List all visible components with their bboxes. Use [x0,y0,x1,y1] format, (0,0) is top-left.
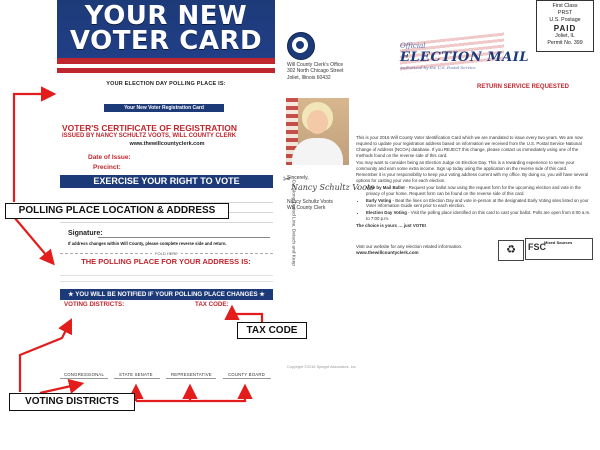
voting-districts-label: VOTING DISTRICTS: [64,301,125,308]
cut-instruction: Cut Along Dotted Line, Detach and Keep [290,179,296,266]
arrow-districts-up [20,322,70,392]
precinct-label: Precinct: [93,164,121,171]
date-of-issue-label: Date of Issue: [88,154,131,161]
annotation-polling-place: POLLING PLACE LOCATION & ADDRESS [5,203,229,219]
arrow-polling-up [14,94,52,202]
official-election-mail-logo: Official ELECTION MAIL Authorized by the U.S. Postal Service [400,42,529,70]
district-state-senate: STATE SENATE [119,372,153,377]
clerk-photo [286,98,349,165]
county-seal-core [296,41,304,49]
polling-place-title: THE POLLING PLACE FOR YOUR ADDRESS IS: [81,257,251,266]
arrow-districts-3 [136,388,190,401]
arrow-districts-4 [190,388,245,401]
annotation-voting-districts: VOTING DISTRICTS [9,393,135,411]
scissors-icon: ✂ [283,174,291,184]
district-congressional: CONGRESSIONAL [64,372,105,377]
tax-code-label: TAX CODE: [195,301,229,308]
signer-block: Nancy Schultz Voots Will County Clerk [287,199,333,212]
recycle-icon: ♻ [498,240,524,261]
voting-option-item: • Election Day Voting - Visit the polling place identified on this card to cast your ballot. Polls are open from 6:00 a.m. to 7:00 p.m. [366,210,592,222]
arrow-taxcode [232,309,262,322]
voting-option-item: • Vote by Mail Ballot - Request your ballot now using the request form for the upcoming election and vote in the privacy of your home. Request form can be found on the reverse side of this card. [366,185,592,197]
return-service-requested: RETURN SERVICE REQUESTED [477,84,569,90]
fsc-logo: FSC [528,242,546,252]
card-title: YOUR NEW VOTER CARD [69,1,263,56]
copyright-notice: Copyright ©2016 Spiegel Associates, Inc. [287,365,357,369]
letter-paragraph: Remember it is your responsibility to keep your voting address current with my office. By doing so, you will have several options for casting your vote for each election. [356,172,588,184]
card-website: www.thewillcountyclerk.com [129,141,205,147]
annotation-tax-code: TAX CODE [237,322,307,339]
district-representative: REPRESENTATIVE [171,372,212,377]
fold-here-label: FOLD HERE [60,251,273,256]
fsc-mixed-sources-badge: Mixed Sources [525,238,593,260]
letter-paragraph: You may want to consider being an Election Judge on Election Day. This is a rewarding experience to serve your community and earn some extra income. Sign up today using the application on the reverse side of this card. [356,159,575,171]
exercise-banner: EXERCISE YOUR RIGHT TO VOTE [60,175,273,188]
website-link[interactable]: www.thewillcountyclerk.com [356,250,419,255]
signature-label: Signature: [68,230,103,237]
certificate-title: VOTER'S CERTIFICATE OF REGISTRATION [62,123,238,133]
clerk-office-address: Will County Clerk's Office 302 North Chicago Street Joliet, Illinois 60432 [287,62,344,81]
clerk-signature: Nancy Schultz Voots [291,183,375,192]
arrow-polling-down [14,217,52,262]
address-change-note: If address changes within Will County, please complete reverse side and return. [68,241,227,246]
polling-change-banner: ★ YOU WILL BE NOTIFIED IF YOUR POLLING PLACE CHANGES ★ [60,289,273,300]
postage-indicia: First Class PRST U.S. Postage PAID Joliet, IL Permit No. 399 [536,0,594,52]
letter-closing: The choice is yours … just VOTE! [356,222,427,228]
arrow-districts-1 [40,384,80,393]
polling-place-header: YOUR ELECTION DAY POLLING PLACE IS: [106,81,226,87]
website-visit: Visit our website for any election related information. www.thewillcountyclerk.com [356,244,463,255]
sincerely-label: Sincerely, [287,175,309,181]
clerk-letter [356,135,592,230]
certificate-issuer: ISSUED BY NANCY SCHULTZ VOOTS, WILL COUNTY CLERK [62,133,237,139]
voting-option-item: • Early Voting - Beat the lines on Election Day and vote in-person at the designated Early Voting sites listed on your Voter Information Guide sent prior to each election. [366,198,592,210]
district-county-board: COUNTY BOARD [228,372,265,377]
registration-card-tab: Your New Voter Registration Card [104,104,224,112]
letter-paragraph: This is your 2016 Will County Voter Identification Card which we are mandated to issue every two years. We are now required to update your registration address based on information we received from the U.S. Postal Service National Change of Address (NCOA) database. If you REJECT this change, please contact us immediately using one of the methods found on the reverse side of this card. [356,135,583,158]
